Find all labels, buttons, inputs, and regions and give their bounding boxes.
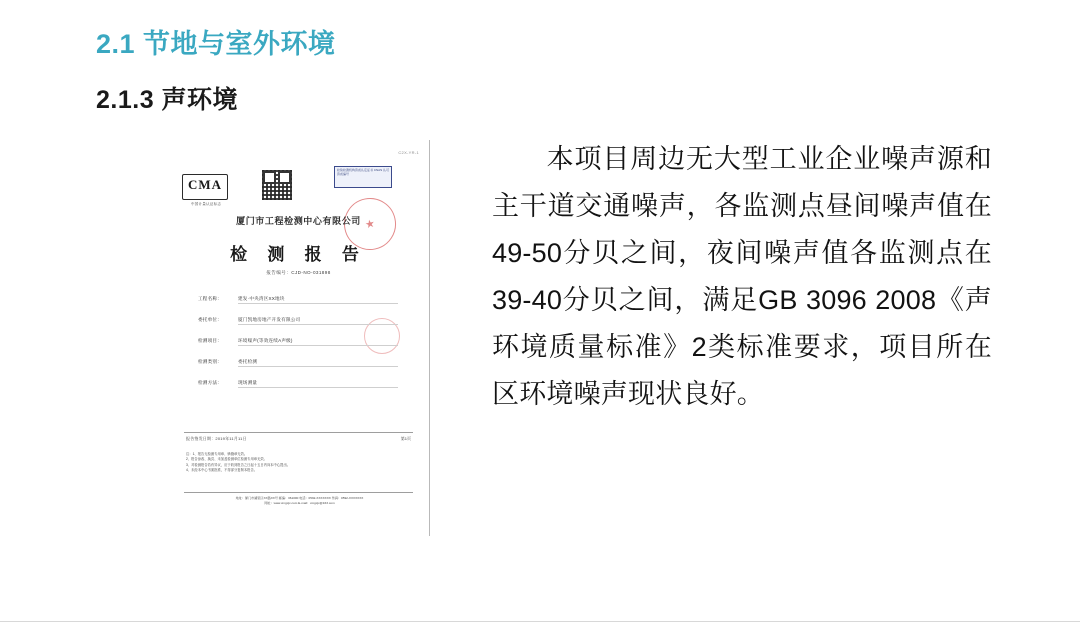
report-title: 检 测 报 告 xyxy=(230,245,367,264)
report-corner-code: C2X-YR-1 xyxy=(398,150,419,155)
report-organization: 厦门市工程检测中心有限公司 xyxy=(236,216,361,226)
table-row xyxy=(198,359,398,367)
divider xyxy=(0,621,1080,622)
sub-heading: 2.1.3 声环境 xyxy=(96,86,239,114)
field-label: 检测方法： xyxy=(198,380,222,385)
field-label: 工程名称： xyxy=(198,296,222,301)
report-number: 报告编号：CJD-NO-031898 xyxy=(266,270,331,275)
report-footer-page: 第1页 xyxy=(400,436,411,441)
section-heading: 2.1 节地与室外环境 xyxy=(96,29,336,59)
field-label: 检测类别： xyxy=(198,359,222,364)
table-row xyxy=(198,317,398,325)
cma-mark-label: CMA xyxy=(187,177,223,192)
seal-star-icon: ★ xyxy=(364,217,377,232)
report-note-line: 3、对检测报告若有异议，应于收到报告之日起十五日内向本中心提出。 xyxy=(186,462,291,467)
field-label: 委托单位： xyxy=(198,317,222,322)
table-row xyxy=(198,380,398,388)
report-note-line: 注：1、报告无检测专用章、骑缝章无效。 xyxy=(186,452,248,456)
divider xyxy=(184,492,413,493)
report-contact-line: 网址：www.xmgcjc.com E-mail：xmgcjc@163.com xyxy=(264,501,335,505)
cma-caption: 中国计量认证标志 xyxy=(190,202,222,206)
report-contact xyxy=(186,496,413,506)
table-row xyxy=(198,338,398,346)
cma-mark-icon xyxy=(182,174,228,200)
report-note-line: 2、报告涂改、换页、未加盖检测单位检测专用章无效。 xyxy=(186,457,267,462)
certificate-badge: 检验检测机构资质认定证书 CNAS 认可资质编号 xyxy=(334,166,392,188)
divider xyxy=(184,432,413,433)
paragraph-text: 本项目周边无大型工业企业噪声源和主干道交通噪声，各监测点昼间噪声值在49-50分贝之间，夜间噪声值各监测点在39-40分贝之间，满足GB 3096 2008《声环境质量标准》2类标准要求，项目所在区环境噪声现状良好。 xyxy=(492,144,992,409)
body-paragraph xyxy=(492,136,992,418)
report-field-list xyxy=(198,296,398,401)
field-label: 检测项目： xyxy=(198,338,222,343)
inspection-report-image xyxy=(168,140,430,536)
field-value: 建发·中央湾区XX地块 xyxy=(238,296,398,304)
table-row xyxy=(198,296,398,304)
field-value: 环境噪声(等效连续A声级) xyxy=(238,338,398,346)
field-value: 厦门凯地房地产开发有限公司 xyxy=(238,317,398,325)
report-footer-date: 报告签发日期：2019年11月11日 xyxy=(186,436,247,441)
report-contact-line: 地址：厦门市湖里区XX路XX号 邮编：361000 电话：0592-XXXXXXX 传真：0592-XXXXXXX xyxy=(235,496,364,500)
report-note-line: 4、未经本中心书面批准，不得部分复制本报告。 xyxy=(186,468,258,473)
qr-code-icon xyxy=(262,170,292,200)
field-value: 现场测量 xyxy=(238,380,398,388)
field-value: 委托检测 xyxy=(238,359,398,367)
report-notes xyxy=(186,452,413,474)
report-page xyxy=(168,140,429,536)
